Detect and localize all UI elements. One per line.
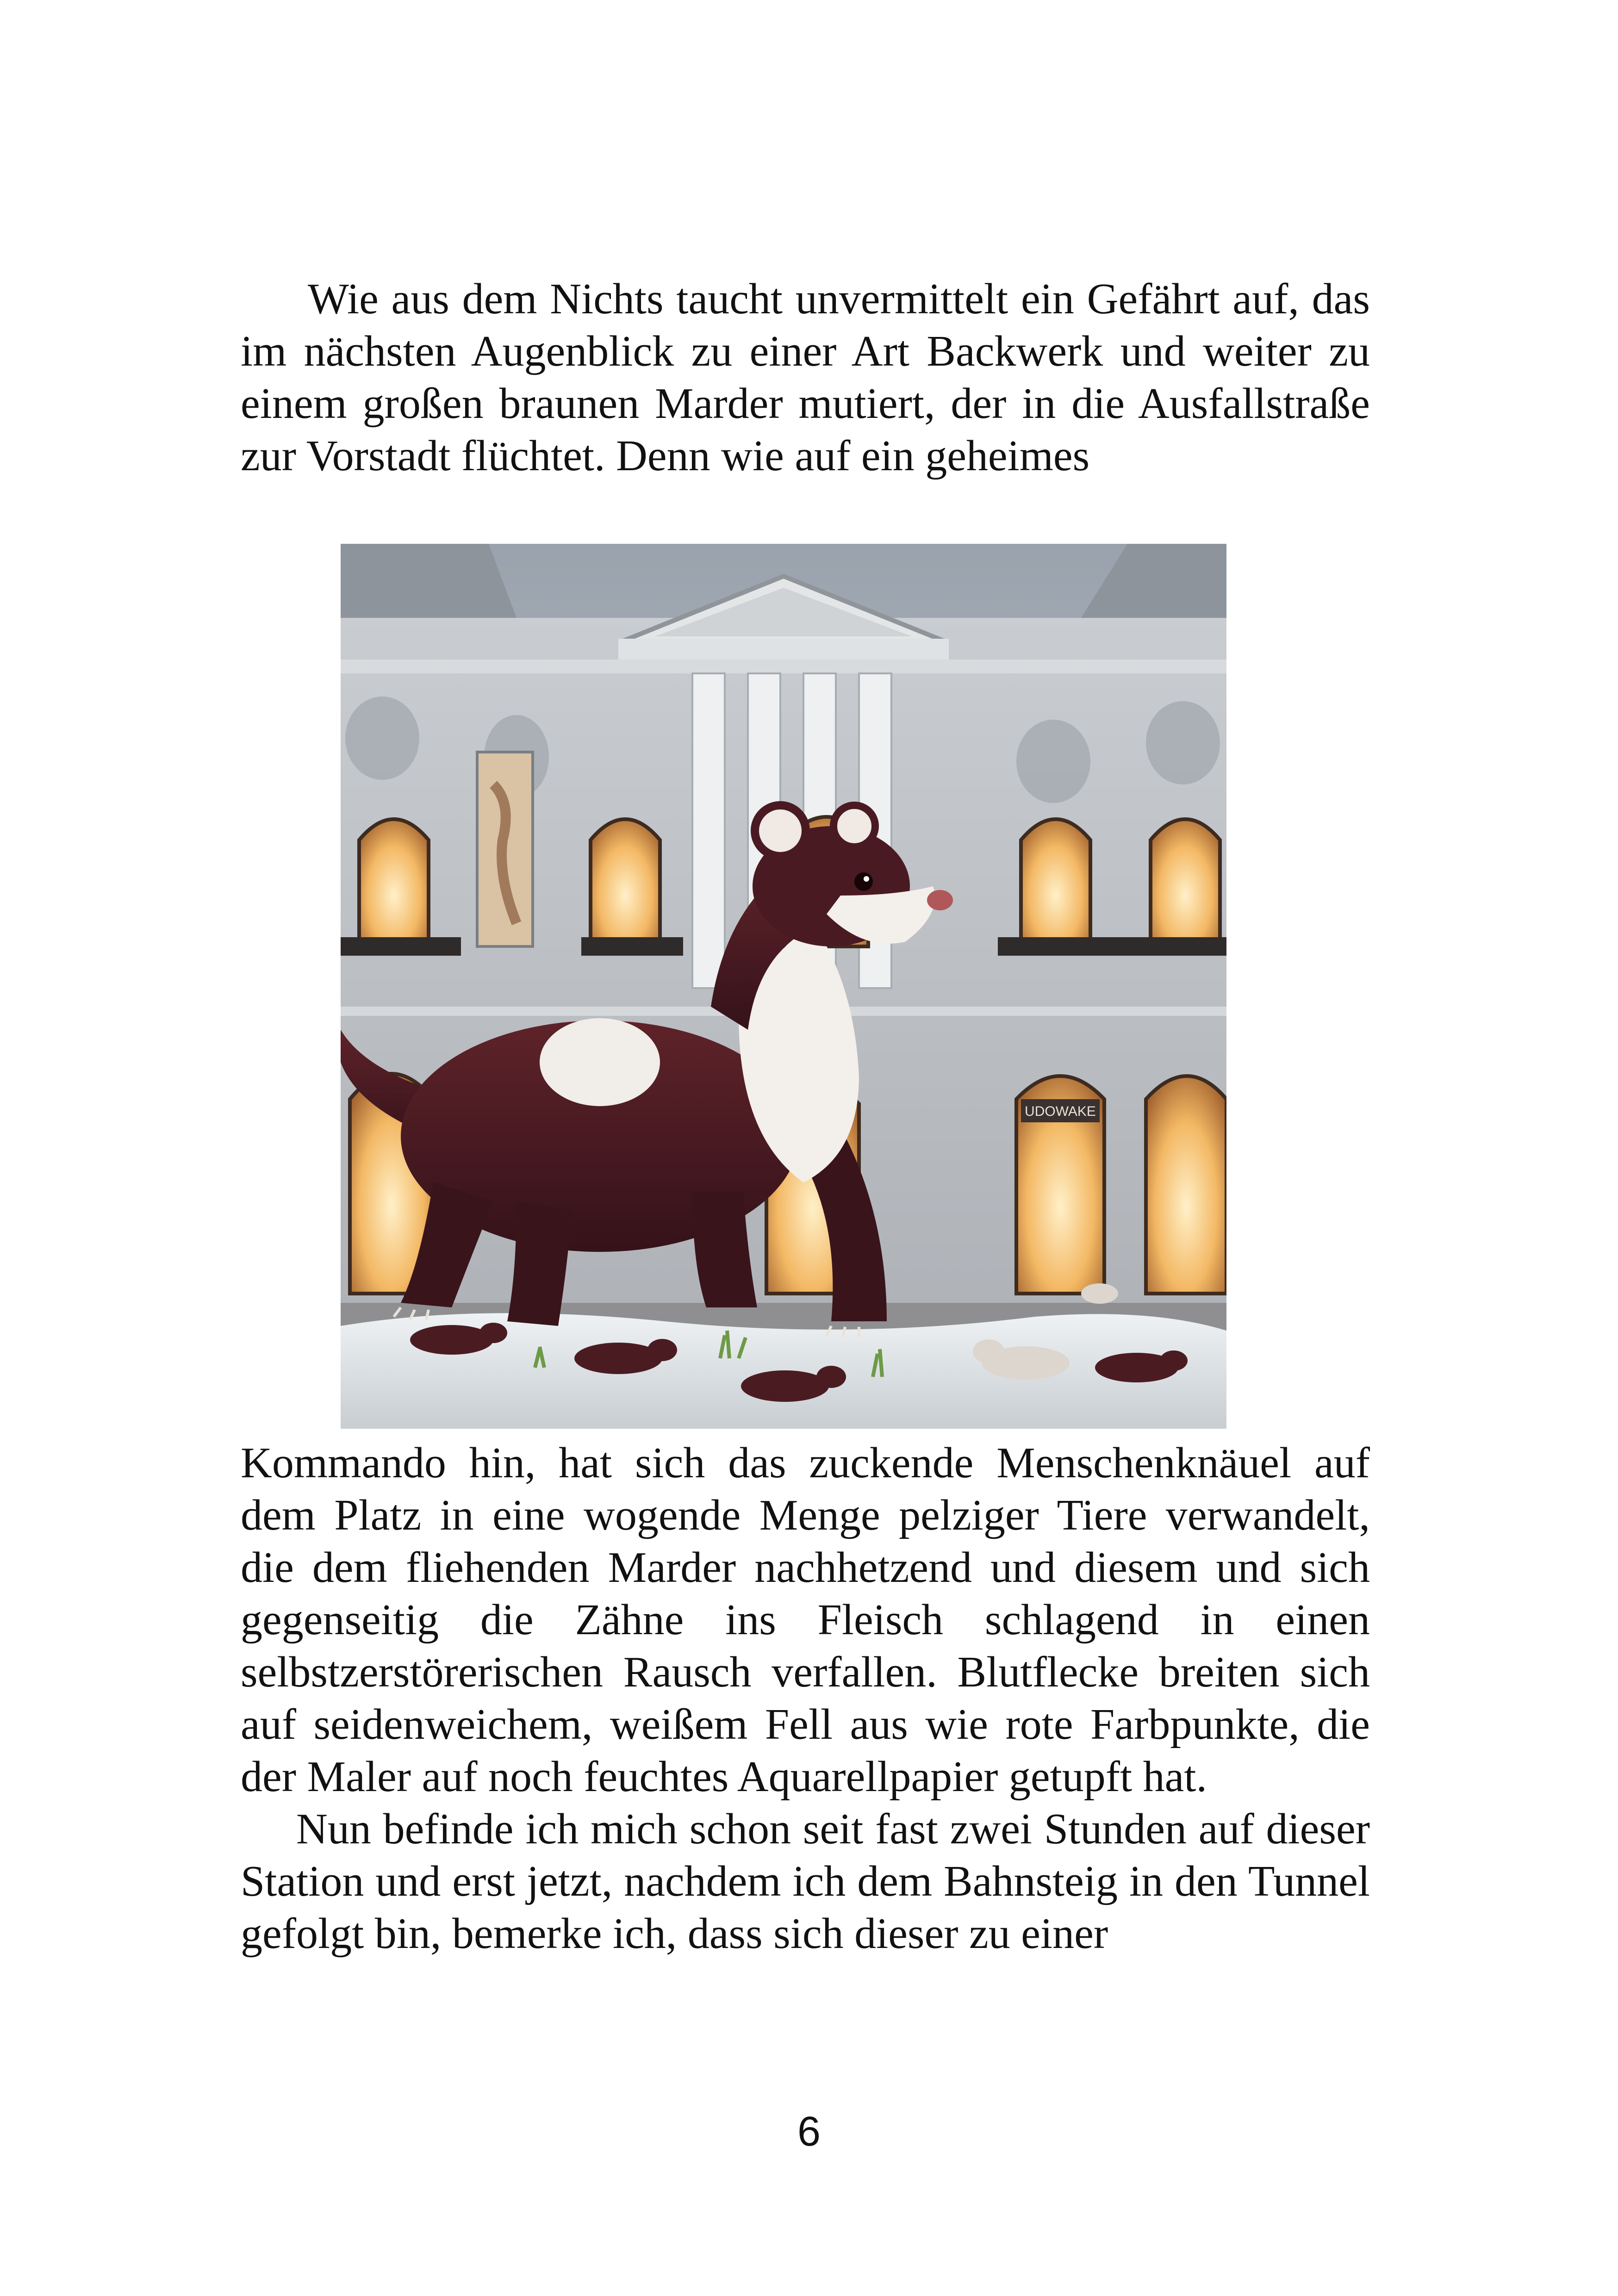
paragraph-1-block (241, 273, 1370, 482)
paragraph-3: Nun befinde ich mich schon seit fast zwei Stunden auf dieser Station und erst jetzt, nachdem ich dem Bahnsteig in den Tunnel gefolgt bin, bemerke ich, dass sich dieser zu einer (241, 1805, 1370, 1958)
paragraph-2: Kommando hin, hat sich das zuckende Menschenknäuel auf dem Platz in eine wogende Menge pelziger Tiere verwandelt, die dem fliehenden Marder nachhetzend und diesem und sich gegenseitig die Zähne ins Fleisch schlagend in einen selbstzerstörerischen Rausch verfallen. Blutflecke breiten sich auf seidenweichem, weißem Fell aus wie rote Farbpunkte, die der Maler auf noch feuchtes Aquarellpapier getupft hat. (241, 1439, 1370, 1801)
illustration-svg (341, 544, 1226, 1429)
illustration-marten-building (341, 544, 1226, 1429)
paragraph-1: Wie aus dem Nichts taucht unvermittelt ein Gefährt auf, das im nächsten Augenblick zu einer Art Backwerk und weiter zu einem großen braunen Marder mutiert, der in die Ausfallstraße zur Vorstadt flüchtet. Denn wie auf ein geheimes (241, 275, 1370, 480)
paragraph-2-block (241, 1437, 1370, 1960)
shop-sign: UDOWAKE (1025, 1104, 1096, 1119)
page-number: 6 (797, 2109, 821, 2155)
